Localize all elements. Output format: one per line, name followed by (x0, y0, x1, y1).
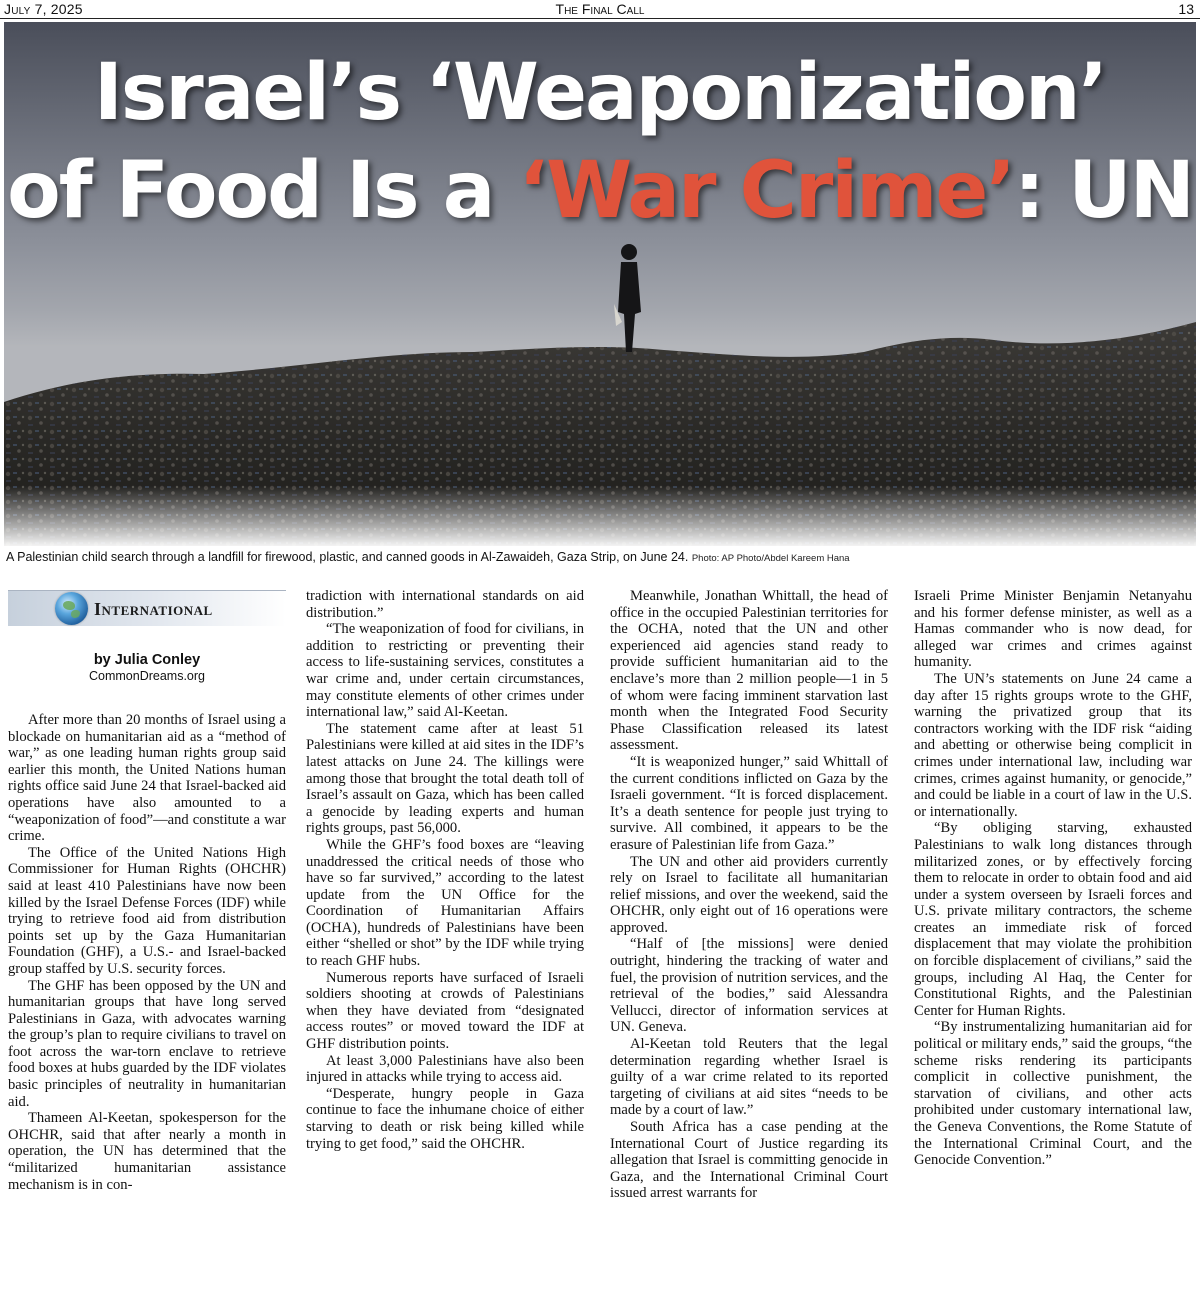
headline-line-2-end: : UN (1013, 146, 1193, 236)
photo-fade (4, 486, 1196, 546)
paper-name: The Final Call (555, 1, 645, 17)
child-silhouette (614, 244, 641, 352)
article-column-3 (610, 588, 888, 1202)
headline-line-2 (4, 146, 1196, 236)
globe-icon (55, 592, 88, 625)
header-rule (0, 18, 1200, 19)
caption-text: A Palestinian child search through a landfill for firewood, plastic, and canned goods in Al-Zawaideh, Gaza Strip, on June 24. (6, 550, 689, 564)
paragraph: “It is weaponized hunger,” said Whittall of the current conditions inflicted on Gaza by the Israeli government. “It is forced displacement. It’s a death sentence for people just trying to survive. All combined, it appears to be the erasure of Palestinian life from Gaza.” (610, 753, 888, 853)
headline-highlight: ‘War Crime’ (518, 146, 1014, 236)
paragraph: “By instrumentalizing humanitarian aid for political or military ends,” said the groups, “the scheme risks rendering its participants complicit in collective punishment, the starvation of civilians, and other acts prohibited under customary international law, the Geneva Conventions, the Rome Statute of the International Criminal Court, and the Genocide Convention.” (914, 1019, 1192, 1169)
running-header (0, 0, 1200, 18)
paragraph: Israeli Prime Minister Benjamin Netanyahu and his former defense minister, as well as a Hamas commander who is now dead, for alleged war crimes and crimes against humanity. (914, 588, 1192, 671)
paragraph: Numerous reports have surfaced of Israeli soldiers shooting at crowds of Palestinians when they have deviated from “designated access routes” or moved toward the IDF at GHF distribution points. (306, 969, 584, 1053)
paragraph: “The weaponization of food for civilians, in addition to restricting or preventing their access to life-sustaining services, constitutes a war crime and, under certain circumstances, may constitute elements of other crimes under international law,” said Al-Keetan. (306, 621, 584, 721)
paragraph: The UN and other aid providers currently rely on Israel to facilitate all humanitarian relief missions, and over the weekend, said the OHCHR, only eight out of 16 operations were approved. (610, 853, 888, 936)
paragraph: South Africa has a case pending at the International Court of Justice regarding its allegation that Israel is committing genocide in Gaza, and the International Criminal Court issued arrest warrants for (610, 1119, 888, 1202)
issue-date: July 7, 2025 (4, 1, 83, 17)
author: by Julia Conley (93, 652, 201, 668)
paragraph: “Half of [the missions] were denied outright, hindering the tracking of water and fuel, the provision of nutrition services, and the retrieval of the bodies,” said Alessandra Vellucci, director of information services at UN. Geneva. (610, 936, 888, 1036)
photo-caption (6, 550, 1196, 564)
paragraph: After more than 20 months of Israel using a blockade on humanitarian aid as a “method of war,” as one leading human rights group said earlier this month, the United Nations human rights office said June 24 that Israel-backed aid operations have also amounted to a “weaponization of food”—and constitute a war crime. (8, 712, 286, 845)
paragraph: Al-Keetan told Reuters that the legal determination regarding whether Israel is guilty of a war crime related to its reported targeting of civilians at aid sites “needs to be made by a court of law.” (610, 1036, 888, 1119)
paragraph: The GHF has been opposed by the UN and humanitarian groups that have long served Palestinians in Gaza, with advocates warning the group’s plan to require civilians to travel on foot across the war-torn enclave to retrieve food boxes at hubs guarded by the IDF violates basic principles of neutrality in humanitarian aid. (8, 977, 286, 1110)
paragraph: The Office of the United Nations High Commissioner for Human Rights (OHCHR) said at least 410 Palestinians have now been killed by the Israel Defense Forces (IDF) while trying to retrieve food aid from distribution points set up by the Gaza Humanitarian Foundation (GHF), a U.S.- and Israel-backed group staffed by U.S. security forces. (8, 844, 286, 977)
headline-line-1: Israel’s ‘Weaponization’ (93, 48, 1107, 138)
paragraph: While the GHF’s food boxes are “leaving unaddressed the critical needs of those who have so far survived,” according to the latest update from the UN Office for the Coordination of Humanitarian Affairs (OCHA), hundreds of Palestinians have been either “shelled or shot” by the IDF while trying to reach GHF hubs. (306, 836, 584, 970)
section-label: International (94, 599, 213, 619)
page-number: 13 (1178, 1, 1194, 17)
article-column-4 (914, 588, 1192, 1169)
byline-source: CommonDreams.org (88, 669, 205, 683)
paragraph: The UN’s statements on June 24 came a day after 15 rights groups wrote to the GHF, warning the privatized group that its contractors working with the IDF risk “aiding and abetting or otherwise being complicit in crimes under international law, including war crimes, crimes against humanity, or genocide,” and could be liable in a court of law in the U.S. or internationally. (914, 670, 1192, 820)
paragraph: “Desperate, hungry people in Gaza continue to face the inhumane choice of either starving to death or risk being killed while trying to get food,” said the OHCHR. (306, 1085, 584, 1152)
paragraph: Meanwhile, Jonathan Whittall, the head of office in the occupied Palestinian territories for the OCHA, noted that the UN and other experienced aid agencies stand ready to provide sufficient humanitarian aid to the enclave’s more than 2 million people—1 in 5 of whom were facing imminent starvation last month when the Integrated Food Security Phase Classification released its latest assessment. (610, 588, 888, 754)
paragraph: “By obliging starving, exhausted Palestinians to walk long distances through militarized zones, or by effectively forcing them to relocate in order to obtain food and aid under a system overseen by Israeli forces and U.S. private military contractors, the scheme creates an immediate risk of forced displacement that may violate the prohibition on forcible displacement of civilians,” said the groups, including Al Haq, the Center for Constitutional Rights, and the Palestinian Center for Human Rights. (914, 820, 1192, 1019)
paragraph: The statement came after at least 51 Palestinians were killed at aid sites in the IDF’s latest attacks on June 24. The killings were among those that brought the total death toll of Israel’s assault on Gaza, which has been called a genocide by leading experts and human rights groups, past 56,000. (306, 720, 584, 837)
section-badge (8, 590, 286, 626)
photo-credit: Photo: AP Photo/Abdel Kareem Hana (691, 553, 850, 564)
paragraph: At least 3,000 Palestinians have also been injured in attacks while trying to access aid. (306, 1052, 584, 1086)
paragraph: Thameen Al-Keetan, spokesperson for the OHCHR, said that after nearly a month in operation, the UN has determined that the “militarized humanitarian assistance mechanism is in con- (8, 1110, 286, 1193)
article-column-2 (306, 588, 584, 1152)
paragraph: tradiction with international standards on aid distribution.” (306, 588, 584, 621)
hero-photo (4, 22, 1196, 546)
headline-line-2-start: of Food Is a (7, 146, 519, 236)
byline (8, 652, 286, 683)
